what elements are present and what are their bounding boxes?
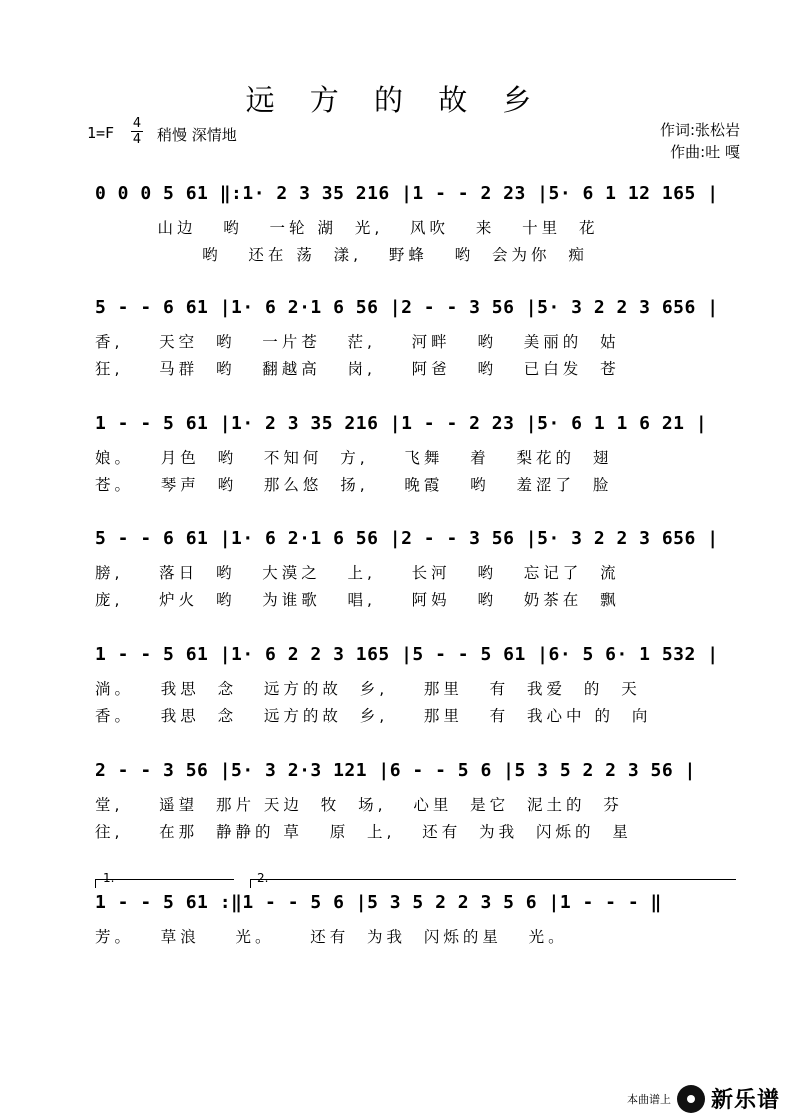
watermark-prefix: 本曲谱上 bbox=[626, 1092, 671, 1106]
key-signature: 1=F bbox=[87, 124, 115, 142]
notes-line: 1 - - 5 61 :‖1 - - 5 6 |5 3 5 2 2 3 5 6 |1 - - - ‖ bbox=[95, 892, 662, 913]
site-watermark bbox=[627, 1083, 780, 1114]
composer-credit: 作曲:吐 嘎 bbox=[670, 143, 740, 161]
lyric-verse-1: 芳。 草浪 光。 还有 为我 闪烁的星 光。 bbox=[95, 928, 568, 946]
score-row-5 bbox=[95, 637, 740, 767]
lyric-verse-2: 苍。 琴声 哟 那么悠 扬, 晚霞 哟 羞涩了 脸 bbox=[95, 476, 613, 494]
tempo-marking: 稍慢 深情地 bbox=[157, 126, 237, 144]
score-row-2 bbox=[95, 290, 740, 420]
score-row-6 bbox=[95, 753, 740, 883]
lyric-verse-2: 庞, 炉火 哟 为谁歌 唱, 阿妈 哟 奶茶在 飘 bbox=[95, 591, 620, 609]
lyric-verse-2: 狂, 马群 哟 翻越高 岗, 阿爸 哟 已白发 苍 bbox=[95, 360, 620, 378]
score-row-1 bbox=[95, 176, 740, 306]
notes-line: 5 - - 6 61 |1· 6 2·1 6 56 |2 - - 3 56 |5· 3 2 2 3 656 | bbox=[95, 297, 719, 318]
score-row-3 bbox=[95, 406, 740, 536]
score-row-4 bbox=[95, 521, 740, 651]
lyric-verse-2: 哟 还在 荡 漾, 野蜂 哟 会为你 痴 bbox=[95, 246, 588, 264]
lyric-verse-1: 堂, 遥望 那片 天边 牧 场, 心里 是它 泥土的 芬 bbox=[95, 796, 623, 814]
notes-line: 0 0 0 5 61 ‖:1· 2 3 35 216 |1 - - 2 23 |5· 6 1 12 165 | bbox=[95, 183, 719, 204]
lyric-verse-1: 山边 哟 一轮 湖 光, 风吹 来 十里 花 bbox=[95, 219, 599, 237]
score-row-7 bbox=[95, 871, 740, 1015]
lyric-verse-2: 往, 在那 静静的 草 原 上, 还有 为我 闪烁的 星 bbox=[95, 823, 632, 841]
time-signature bbox=[131, 116, 143, 147]
lyric-verse-1: 娘。 月色 哟 不知何 方, 飞舞 着 梨花的 翅 bbox=[95, 449, 613, 467]
lyric-verse-2: 香。 我思 念 远方的故 乡, 那里 有 我心中 的 向 bbox=[95, 707, 652, 725]
lyricist-credit: 作词:张松岩 bbox=[659, 121, 740, 139]
time-signature-top: 4 bbox=[132, 116, 142, 131]
volta-second-ending: 2. bbox=[257, 871, 269, 885]
notes-line: 2 - - 3 56 |5· 3 2·3 121 |6 - - 5 6 |5 3 5 2 2 3 56 | bbox=[95, 760, 696, 781]
time-signature-bottom: 4 bbox=[132, 132, 142, 147]
notes-line: 1 - - 5 61 |1· 2 3 35 216 |1 - - 2 23 |5· 6 1 1 6 21 | bbox=[95, 413, 708, 434]
lyric-verse-1: 香, 天空 哟 一片苍 茫, 河畔 哟 美丽的 姑 bbox=[95, 333, 620, 351]
lyric-verse-1: 淌。 我思 念 远方的故 乡, 那里 有 我爱 的 天 bbox=[95, 680, 641, 698]
watermark-brand: 新乐谱 bbox=[710, 1088, 780, 1113]
volta-first-ending: 1. bbox=[103, 871, 115, 885]
notes-line: 5 - - 6 61 |1· 6 2·1 6 56 |2 - - 3 56 |5· 3 2 2 3 656 | bbox=[95, 528, 719, 549]
lyric-verse-1: 膀, 落日 哟 大漠之 上, 长河 哟 忘记了 流 bbox=[95, 564, 620, 582]
notes-line: 1 - - 5 61 |1· 6 2 2 3 165 |5 - - 5 61 |6· 5 6· 1 532 | bbox=[95, 644, 719, 665]
song-title: 远 方 的 故 乡 bbox=[245, 83, 545, 117]
vinyl-disc-icon bbox=[677, 1085, 705, 1113]
